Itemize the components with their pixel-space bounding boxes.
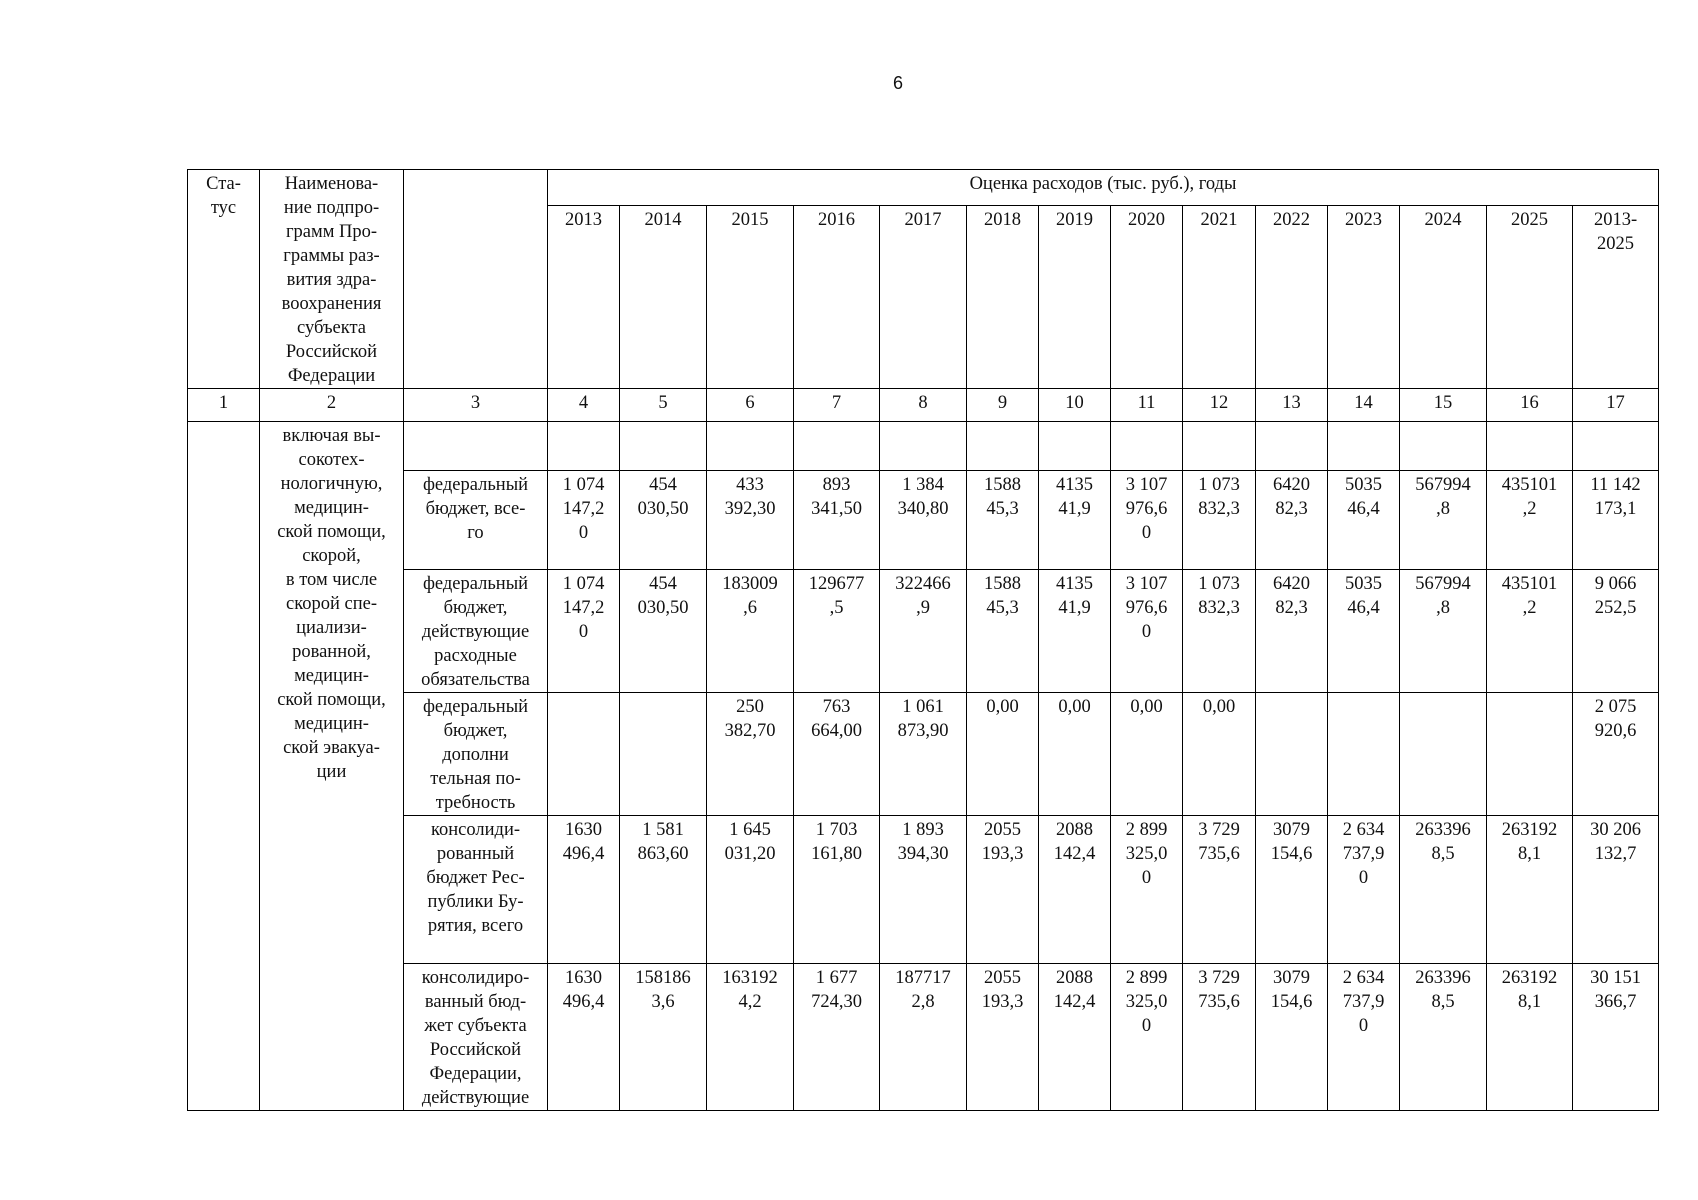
funding-source-cell: консолиди- рованный бюджет Рес- публики Бу- рятия, всего	[404, 816, 548, 964]
amount-cell	[1039, 422, 1111, 471]
amount-cell: 2055 193,3	[967, 964, 1039, 1111]
column-number: 2	[260, 389, 404, 422]
amount-cell: 2055 193,3	[967, 816, 1039, 964]
amount-cell: 1 677 724,30	[794, 964, 880, 1111]
amount-cell: 263396 8,5	[1400, 816, 1487, 964]
year-header: 2014	[620, 206, 707, 389]
status-cell	[188, 422, 260, 1111]
funding-source-cell	[404, 422, 548, 471]
amount-cell: 2 634 737,9 0	[1328, 816, 1400, 964]
column-number: 6	[707, 389, 794, 422]
amount-cell: 3 729 735,6	[1183, 816, 1256, 964]
expense-table	[187, 169, 1659, 1111]
year-header: 2021	[1183, 206, 1256, 389]
amount-cell	[880, 422, 967, 471]
column-number: 10	[1039, 389, 1111, 422]
year-header: 2013- 2025	[1573, 206, 1659, 389]
amount-cell: 4135 41,9	[1039, 570, 1111, 693]
amount-cell: 250 382,70	[707, 693, 794, 816]
column-number: 5	[620, 389, 707, 422]
amount-cell: 3079 154,6	[1256, 816, 1328, 964]
column-number: 11	[1111, 389, 1183, 422]
header-row-group	[188, 170, 1659, 206]
amount-cell: 2 899 325,0 0	[1111, 816, 1183, 964]
amount-cell	[1487, 422, 1573, 471]
amount-cell	[707, 422, 794, 471]
amount-cell	[1183, 422, 1256, 471]
amount-cell: 1 073 832,3	[1183, 471, 1256, 570]
amount-cell: 567994 ,8	[1400, 471, 1487, 570]
table-row	[188, 471, 1659, 570]
amount-cell: 6420 82,3	[1256, 471, 1328, 570]
year-header: 2017	[880, 206, 967, 389]
amount-cell: 454 030,50	[620, 471, 707, 570]
year-header: 2016	[794, 206, 880, 389]
amount-cell: 435101 ,2	[1487, 471, 1573, 570]
amount-cell: 1630 496,4	[548, 816, 620, 964]
year-header: 2013	[548, 206, 620, 389]
column-number: 8	[880, 389, 967, 422]
amount-cell: 3 107 976,6 0	[1111, 570, 1183, 693]
amount-cell: 1 061 873,90	[880, 693, 967, 816]
column-number: 12	[1183, 389, 1256, 422]
amount-cell	[620, 693, 707, 816]
amount-cell: 3079 154,6	[1256, 964, 1328, 1111]
amount-cell: 129677 ,5	[794, 570, 880, 693]
year-header: 2015	[707, 206, 794, 389]
year-header: 2023	[1328, 206, 1400, 389]
amount-cell: 322466 ,9	[880, 570, 967, 693]
amount-cell	[1400, 422, 1487, 471]
amount-cell: 0,00	[1183, 693, 1256, 816]
amount-cell: 263192 8,1	[1487, 964, 1573, 1111]
amount-cell: 263192 8,1	[1487, 816, 1573, 964]
amount-cell: 183009 ,6	[707, 570, 794, 693]
funding-source-cell: федеральный бюджет, дополни тельная по- требность	[404, 693, 548, 816]
amount-cell: 1 073 832,3	[1183, 570, 1256, 693]
amount-cell: 2 899 325,0 0	[1111, 964, 1183, 1111]
subprogram-name-cell: включая вы- сокотех- нологичную, медицин- ской помощи, скорой, в том числе скорой спе- циализи- рованной, медицин- ской помощи, медицин- ской эвакуа- ции	[260, 422, 404, 1111]
funding-source-cell: федеральный бюджет, все- го	[404, 471, 548, 570]
amount-cell: 763 664,00	[794, 693, 880, 816]
header-status: Ста- тус	[188, 170, 260, 389]
amount-cell: 454 030,50	[620, 570, 707, 693]
amount-cell	[1573, 422, 1659, 471]
column-number: 9	[967, 389, 1039, 422]
column-number: 4	[548, 389, 620, 422]
amount-cell: 158186 3,6	[620, 964, 707, 1111]
column-number: 14	[1328, 389, 1400, 422]
amount-cell: 1 893 394,30	[880, 816, 967, 964]
amount-cell: 0,00	[1039, 693, 1111, 816]
amount-cell: 6420 82,3	[1256, 570, 1328, 693]
column-number: 7	[794, 389, 880, 422]
column-number: 1	[188, 389, 260, 422]
year-header: 2022	[1256, 206, 1328, 389]
table-row	[188, 570, 1659, 693]
amount-cell: 163192 4,2	[707, 964, 794, 1111]
amount-cell: 1588 45,3	[967, 471, 1039, 570]
amount-cell	[794, 422, 880, 471]
column-number: 17	[1573, 389, 1659, 422]
header-subprogram-name: Наименова- ние подпро- грамм Про- граммы раз- вития здра- воохранения субъекта Российской Федерации	[260, 170, 404, 389]
amount-cell	[1256, 693, 1328, 816]
amount-cell	[1400, 693, 1487, 816]
year-header: 2025	[1487, 206, 1573, 389]
amount-cell: 1 703 161,80	[794, 816, 880, 964]
amount-cell: 2088 142,4	[1039, 964, 1111, 1111]
amount-cell	[1487, 693, 1573, 816]
amount-cell	[620, 422, 707, 471]
amount-cell: 1588 45,3	[967, 570, 1039, 693]
amount-cell: 187717 2,8	[880, 964, 967, 1111]
header-source	[404, 170, 548, 389]
amount-cell	[967, 422, 1039, 471]
amount-cell	[1256, 422, 1328, 471]
amount-cell	[1328, 422, 1400, 471]
year-header: 2019	[1039, 206, 1111, 389]
column-number: 15	[1400, 389, 1487, 422]
column-number: 3	[404, 389, 548, 422]
amount-cell: 0,00	[967, 693, 1039, 816]
header-expense-estimate: Оценка расходов (тыс. руб.), годы	[548, 170, 1659, 206]
year-header: 2024	[1400, 206, 1487, 389]
amount-cell: 1 074 147,2 0	[548, 570, 620, 693]
amount-cell: 4135 41,9	[1039, 471, 1111, 570]
amount-cell	[548, 422, 620, 471]
amount-cell: 2 634 737,9 0	[1328, 964, 1400, 1111]
year-header: 2018	[967, 206, 1039, 389]
amount-cell: 1 074 147,2 0	[548, 471, 620, 570]
amount-cell: 435101 ,2	[1487, 570, 1573, 693]
amount-cell: 263396 8,5	[1400, 964, 1487, 1111]
amount-cell	[548, 693, 620, 816]
amount-cell	[1111, 422, 1183, 471]
amount-cell: 9 066 252,5	[1573, 570, 1659, 693]
amount-cell: 1 645 031,20	[707, 816, 794, 964]
amount-cell	[1328, 693, 1400, 816]
amount-cell: 5035 46,4	[1328, 570, 1400, 693]
amount-cell: 3 107 976,6 0	[1111, 471, 1183, 570]
amount-cell: 893 341,50	[794, 471, 880, 570]
amount-cell: 567994 ,8	[1400, 570, 1487, 693]
year-header: 2020	[1111, 206, 1183, 389]
column-number: 13	[1256, 389, 1328, 422]
amount-cell: 0,00	[1111, 693, 1183, 816]
column-number: 16	[1487, 389, 1573, 422]
column-number-row	[188, 389, 1659, 422]
amount-cell: 2088 142,4	[1039, 816, 1111, 964]
page-number: 6	[892, 73, 903, 93]
funding-source-cell: федеральный бюджет, действующие расходные обязательства	[404, 570, 548, 693]
amount-cell: 30 151 366,7	[1573, 964, 1659, 1111]
amount-cell: 433 392,30	[707, 471, 794, 570]
amount-cell: 1630 496,4	[548, 964, 620, 1111]
table-row	[188, 816, 1659, 964]
amount-cell: 2 075 920,6	[1573, 693, 1659, 816]
amount-cell: 5035 46,4	[1328, 471, 1400, 570]
amount-cell: 11 142 173,1	[1573, 471, 1659, 570]
table-row	[188, 422, 1659, 471]
amount-cell: 3 729 735,6	[1183, 964, 1256, 1111]
amount-cell: 1 581 863,60	[620, 816, 707, 964]
table-row	[188, 693, 1659, 816]
funding-source-cell: консолидиро- ванный бюд- жет субъекта Российской Федерации, действующие	[404, 964, 548, 1111]
table-row	[188, 964, 1659, 1111]
amount-cell: 1 384 340,80	[880, 471, 967, 570]
amount-cell: 30 206 132,7	[1573, 816, 1659, 964]
